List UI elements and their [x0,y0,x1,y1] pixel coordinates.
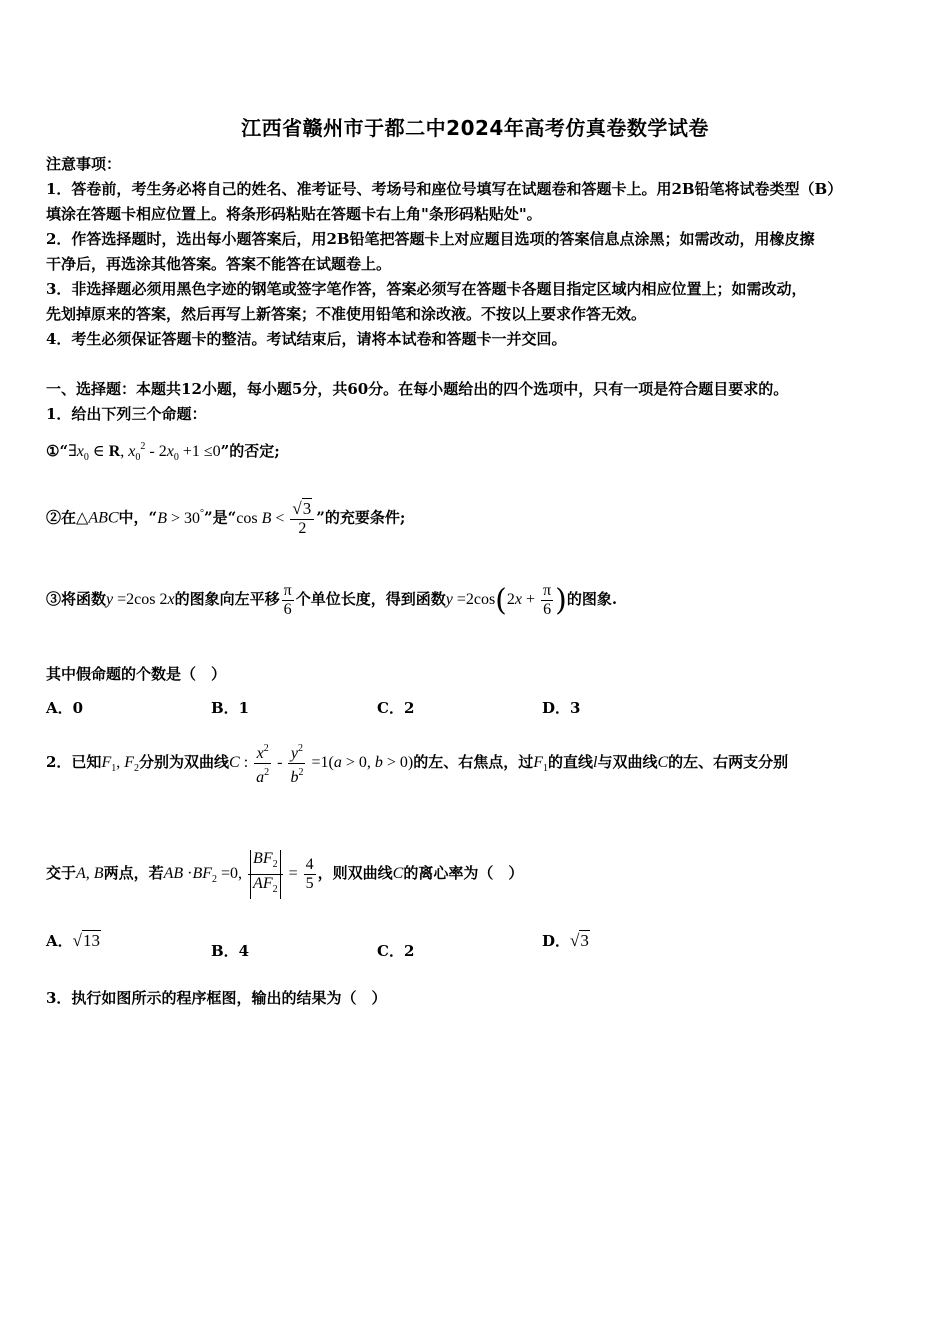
q1-p2-cos: cos B < $\frac{√3}{2}$ [236,510,316,527]
notice-line-4: 干净后，再选涂其他答案。答案不能答在试题卷上。 [46,255,392,273]
q2-points: A, B [76,865,104,883]
q2-option-d-value: √3 [570,931,589,950]
q2-c: C [657,754,669,772]
q1-stem: 1．给出下列三个命题： [46,405,207,423]
q1-p3-result: y =2cos(2x + $\frac{\pi}{6}$ ) [445,582,567,618]
q1-option-d[interactable]: D．3 [542,699,581,717]
q1-p3-suffix: 的图象. [566,590,618,609]
q1-p1-prefix: ①“ [46,442,69,460]
q2-option-c[interactable]: C．2 [377,942,415,960]
q2-foci: $F_1$, $F_2$ [101,754,139,775]
q1-p2-mid1: 中，“ [118,508,158,527]
q2-line2-suffix: 的离心率为（ ） [403,864,524,883]
q2-mid1: 分别为双曲线 [139,753,230,772]
q2-line2-mid1: 两点，若 [103,864,164,883]
notice-line-1: 1．答卷前，考生务必将自己的姓名、准考证号、考场号和座位号填写在试题卷和答题卡上。用2B铅笔将试卷类型（B） [46,180,843,198]
q3-stem: 3．执行如图所示的程序框图，输出的结果为（ ） [46,989,387,1007]
q2-f1: $F_1$ [533,754,549,775]
q1-option-c[interactable]: C．2 [377,699,415,717]
q2-line-1 [46,740,788,787]
q1-p3-mid2: 个单位长度，得到函数 [295,590,446,609]
q1-p2-prefix: ②在 [46,508,77,527]
q1-p3-function: y =2cos 2x [106,591,175,609]
notice-line-5: 3．非选择题必须用黑色字迹的钢笔或签字笔作答，答案必须写在答题卡各题目指定区域内相应位置上；如需改动， [46,280,807,298]
q2-option-d[interactable] [542,930,590,951]
q2-option-a-value: √13 [72,931,100,950]
q1-p2-triangle: △ABC [76,509,119,527]
notice-line-3: 2．作答选择题时，选出每小题答案后，用2B铅笔把答题卡上对应题目选项的答案信息点涂黑；如需改动，用橡皮擦 [46,230,815,248]
q2-suffix1: 的左、右两支分别 [668,753,789,772]
q2-line-2 [46,850,523,899]
q1-p3-prefix: ③将函数 [46,590,107,609]
notice-heading: 注意事项： [46,155,122,173]
q2-option-a-label: A． [46,932,73,950]
q1-p2-angle: B > 30° [157,507,204,527]
q2-line2-mid2: ，则双曲线 [317,864,393,883]
q2-c2: C [392,865,404,883]
exam-title: 江西省赣州市于都二中2024年高考仿真卷数学试卷 [241,116,709,140]
q1-proposition-1 [46,440,280,463]
q1-p1-suffix: ”的否定; [220,442,280,460]
q2-mid4: 与双曲线 [597,753,658,772]
q2-hyperbola: C : $\frac{x^2}{a^2}$ - $\frac{y^2}{b^2}$ =1(a > 0, b > 0) [229,754,413,771]
q1-option-b[interactable]: B．1 [211,699,250,717]
section-heading: 一、选择题：本题共12小题，每小题5分，共60分。在每小题给出的四个选项中，只有一项是符合题目要求的。 [46,380,789,398]
q2-condition: AB $\cdot BF_2 =0$, $\frac{BF_2}{AF_2}$ = $\frac{4}{5}$ [164,865,318,882]
q2-line-l: l [593,754,598,772]
q1-p1-formula: $\exists x_0$ ∈ R, $x_0^2 - 2x_0 +1 \le 0$ [68,441,221,463]
q2-line2-prefix: 交于 [46,864,77,883]
q1-p2-suffix: ”的充要条件; [316,508,406,527]
q1-p3-shift: $\frac{\pi}{6}$ [283,582,292,618]
q1-proposition-2 [46,500,405,538]
q1-option-a[interactable]: A．0 [46,699,84,717]
q1-p3-mid1: 的图象向左平移 [174,590,280,609]
q2-option-d-label: D． [542,932,571,950]
q1-p2-mid2: ”是“ [204,508,237,527]
notice-line-6: 先划掉原来的答案，然后再写上新答案；不准使用铅笔和涂改液。不按以上要求作答无效。 [46,305,647,323]
notice-line-2: 填涂在答题卡相应位置上。将条形码粘贴在答题卡右上角"条形码粘贴处"。 [46,205,542,223]
q2-option-b[interactable]: B．4 [211,942,250,960]
q2-prefix: 2．已知 [46,753,102,772]
q1-proposition-3 [46,582,617,619]
q2-mid2: 的左、右焦点，过 [413,753,534,772]
notice-line-7: 4．考生必须保证答题卡的整洁。考试结束后，请将本试卷和答题卡一并交回。 [46,330,567,348]
q2-option-a[interactable] [46,930,101,951]
q1-question: 其中假命题的个数是（ ） [46,665,227,683]
q2-mid3: 的直线 [548,753,594,772]
